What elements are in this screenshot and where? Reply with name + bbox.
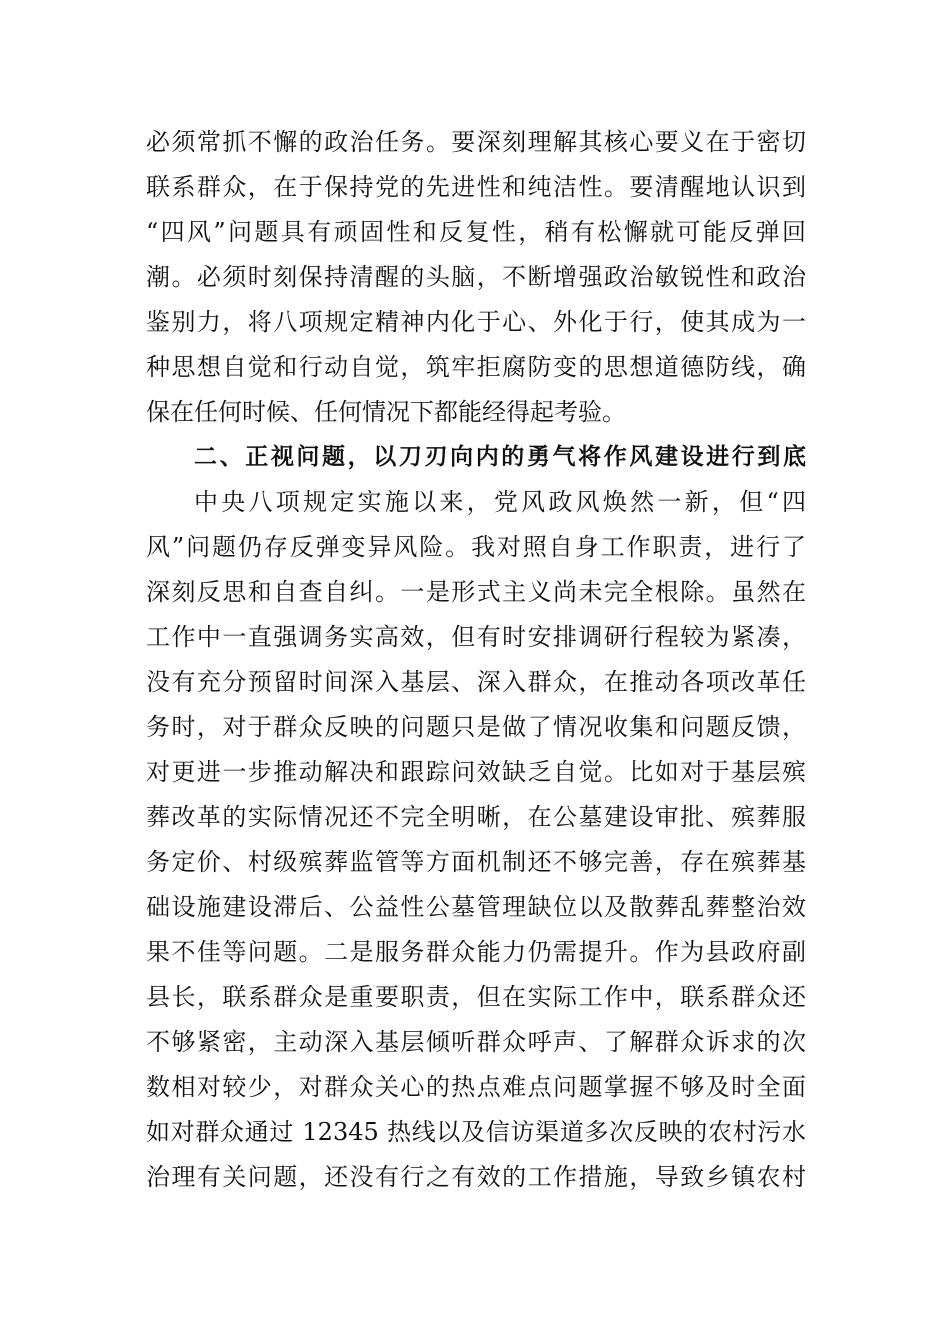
body-text-line: 础设施建设滞后、公益性公墓管理缺位以及散葬乱葬整治效 — [146, 893, 806, 921]
body-text-line: 县长，联系群众是重要职责，但在实际工作中，联系群众还 — [146, 983, 806, 1011]
body-text-line: 潮。必须时刻保持清醒的头脑，不断增强政治敏锐性和政治 — [146, 263, 806, 291]
body-text-line: 务定价、村级殡葬监管等方面机制还不够完善，存在殡葬基 — [146, 848, 806, 876]
section-heading: 二、正视问题，以刀刃向内的勇气将作风建设进行到底 — [194, 444, 806, 470]
body-text-line: 风”问题仍存反弹变异风险。我对照自身工作职责，进行了 — [146, 533, 806, 561]
body-text-line: 保在任何时候、任何情况下都能经得起考验。 — [146, 398, 626, 426]
body-text-line: 如对群众通过 12345 热线以及信访渠道多次反映的农村污水 — [146, 1118, 806, 1146]
body-text-line: 没有充分预留时间深入基层、深入群众，在推动各项改革任 — [146, 668, 806, 696]
body-text-line: “四风”问题具有顽固性和反复性，稍有松懈就可能反弹回 — [146, 218, 806, 246]
body-text-line: 治理有关问题，还没有行之有效的工作措施，导致乡镇农村 — [146, 1163, 806, 1191]
body-text-line: 不够紧密，主动深入基层倾听群众呼声、了解群众诉求的次 — [146, 1028, 806, 1056]
body-text-line: 对更进一步推动解决和跟踪问效缺乏自觉。比如对于基层殡 — [146, 758, 806, 786]
body-text-line: 务时，对于群众反映的问题只是做了情况收集和问题反馈， — [146, 713, 806, 741]
body-text-line: 联系群众，在于保持党的先进性和纯洁性。要清醒地认识到 — [146, 173, 806, 201]
body-text-line: 葬改革的实际情况还不完全明晰，在公墓建设审批、殡葬服 — [146, 803, 806, 831]
body-text-line: 数相对较少，对群众关心的热点难点问题掌握不够及时全面 — [146, 1073, 806, 1101]
body-text-line: 深刻反思和自查自纠。一是形式主义尚未完全根除。虽然在 — [146, 578, 806, 606]
body-text-line: 必须常抓不懈的政治任务。要深刻理解其核心要义在于密切 — [146, 128, 806, 156]
body-text-line: 工作中一直强调务实高效，但有时安排调研行程较为紧凑， — [146, 623, 806, 651]
body-text-line: 种思想自觉和行动自觉，筑牢拒腐防变的思想道德防线，确 — [146, 353, 806, 381]
body-text-line: 果不佳等问题。二是服务群众能力仍需提升。作为县政府副 — [146, 938, 806, 966]
body-text-line: 鉴别力，将八项规定精神内化于心、外化于行，使其成为一 — [146, 308, 806, 336]
body-text-line: 中央八项规定实施以来，党风政风焕然一新，但“四 — [194, 488, 806, 516]
